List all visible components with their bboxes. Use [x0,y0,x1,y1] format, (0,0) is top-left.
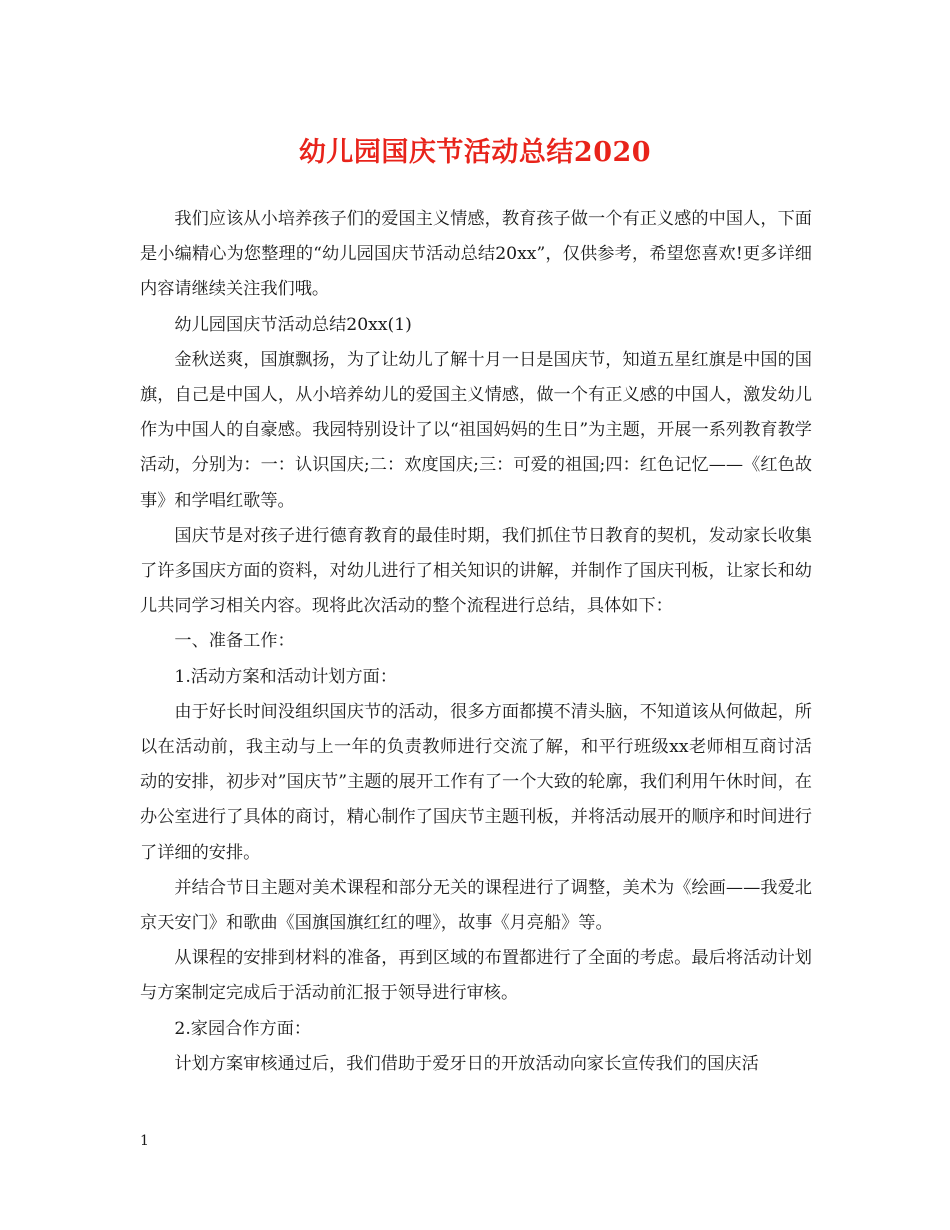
paragraph-home-coop: 计划方案审核通过后，我们借助于爱牙日的开放活动向家长宣传我们的国庆活 [174,1053,759,1074]
document-title: 幼儿园国庆节活动总结2020 [298,137,652,168]
paragraph-section-heading: 幼儿园国庆节活动总结20xx(1) [174,314,412,335]
document-body [140,202,812,1082]
paragraph-moral-education: 国庆节是对孩子进行德育教育的最佳时期，我们抓住节日教育的契机，发动家长收集了许多国庆方面的资料，对幼儿进行了相关知识的讲解，并制作了国庆刊板，让家长和幼儿共同学习相关内容。现将此次活动的整个流程进行总结，具体如下： [140,525,812,617]
paragraph-plan-heading: 1.活动方案和活动计划方面： [174,666,398,687]
paragraph-intro: 我们应该从小培养孩子们的爱国主义情感，教育孩子做一个有正义感的中国人，下面是小编精心为您整理的“幼儿园国庆节活动总结20xx”，仅供参考，希望您喜欢!更多详细内容请继续关注我们哦。 [140,209,812,300]
paragraph-curriculum: 并结合节日主题对美术课程和部分无关的课程进行了调整，美术为《绘画——我爱北京天安门》和歌曲《国旗国旗红红的哩》，故事《月亮船》等。 [140,877,812,934]
paragraph-plan-details: 由于好长时间没组织国庆节的活动，很多方面都摸不清头脑，不知道该从何做起，所以在活动前，我主动与上一年的负责教师进行交流了解，和平行班级xx老师相互商讨活动的安排，初步对”国庆节”主题的展开工作有了一个大致的轮廓，我们利用午休时间，在办公室进行了具体的商讨，精心制作了国庆节主题刊板，并将活动展开的顺序和时间进行了详细的安排。 [140,701,812,863]
paragraph-review: 从课程的安排到材料的准备，再到区域的布置都进行了全面的考虑。最后将活动计划与方案制定完成后于活动前汇报于领导进行审核。 [140,948,812,1004]
paragraph-autumn: 金秋送爽，国旗飘扬，为了让幼儿了解十月一日是国庆节，知道五星红旗是中国的国旗，自己是中国人，从小培养幼儿的爱国主义情感，做一个有正义感的中国人，激发幼儿作为中国人的自豪感。我园特别设计了以“祖国妈妈的生日”为主题，开展一系列教育教学活动，分别为：一：认识国庆;二：欢度国庆;三：可爱的祖国;四：红色记忆——《红色故事》和学唱红歌等。 [140,349,812,511]
page-number: 1 [140,1133,149,1149]
paragraph-preparation-heading: 一、准备工作： [174,631,295,652]
paragraph-home-coop-heading: 2.家园合作方面： [174,1018,312,1039]
